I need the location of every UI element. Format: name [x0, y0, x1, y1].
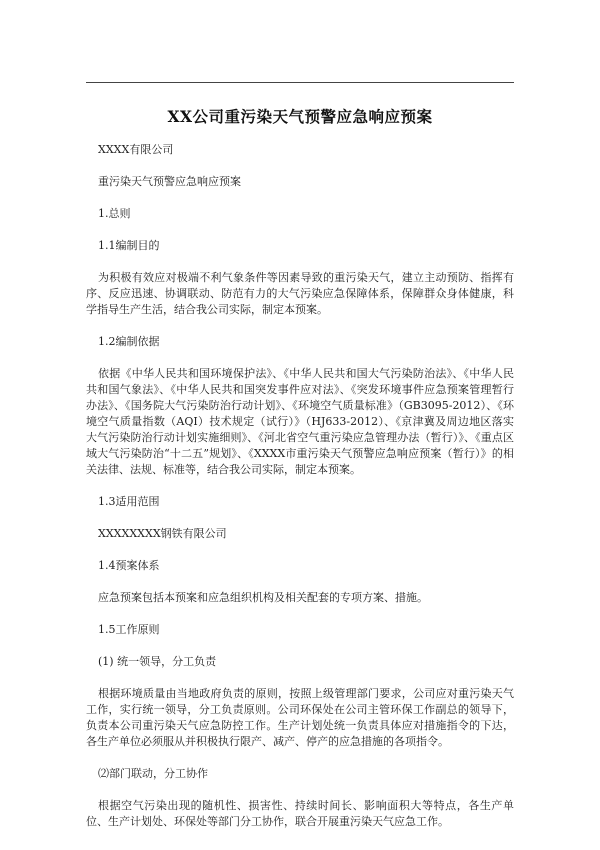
section-heading-purpose: 1.1编制目的 — [98, 239, 160, 252]
principle-1-heading: (1) 统一领导，分工负责 — [98, 655, 217, 668]
document-title: XX公司重污染天气预警应急响应预案 — [167, 107, 433, 126]
document-body — [86, 142, 514, 846]
paragraph-principle-2: 根据空气污染出现的随机性、损害性、持续时间长、影响面积大等特点，各生产单位、生产计划处、环保处等部门分工协作，联合开展重污染天气应急工作。 — [86, 799, 514, 828]
paragraph-basis: 依据《中华人民共和国环境保护法》、《中华人民共和国大气污染防治法》、《中华人民共和国气象法》、《中华人民共和国突发事件应对法》、《突发环境事件应急预案管理暂行办法》、《国务院大气污染防治行动计划》、《环境空气质量标准》（GB3095-2012）、《环境空气质量指数（AQI）技术规定（试行）》（HJ633-2012）、《京津冀及周边地区落实大气污染防治行动计划实施细则》、《河北省空气重污染应急管理办法（暂行）》、《重点区域大气污染防治“十二五”规划》、《XXXX市重污染天气预警应急响应预案（暂行）》的相关法律、法规、标准等，结合我公司实际，制定本预案。 — [86, 367, 514, 476]
paragraph-purpose: 为积极有效应对极端不利气象条件等因素导致的重污染天气，建立主动预防、指挥有序、反应迅速、协调联动、防范有力的大气污染应急保障体系，保障群众身体健康，科学指导生产生活，结合我公司实际，制定本预案。 — [86, 271, 514, 316]
section-heading-scope: 1.3适用范围 — [98, 495, 160, 508]
header-rule — [86, 82, 514, 83]
section-heading-system: 1.4预案体系 — [98, 559, 160, 572]
section-heading-general: 1.总则 — [98, 207, 131, 220]
section-heading-basis: 1.2编制依据 — [98, 335, 160, 348]
paragraph-principle-1: 根据环境质量由当地政府负责的原则，按照上级管理部门要求，公司应对重污染天气工作，实行统一领导，分工负责原则。公司环保处在公司主管环保工作副总的领导下，负责本公司重污染天气应急防控工作。生产计划处统一负责具体应对措施指令的下达，各生产单位必须服从并积极执行限产、减产、停产的应急措施的各项指令。 — [86, 687, 514, 748]
section-heading-principles: 1.5工作原则 — [98, 623, 160, 636]
paragraph-system: 应急预案包括本预案和应急组织机构及相关配套的专项方案、措施。 — [98, 591, 428, 604]
company-name: XXXX有限公司 — [98, 143, 174, 156]
document-subtitle: 重污染天气预警应急响应预案 — [98, 175, 241, 188]
scope-company: XXXXXXXX钢铁有限公司 — [98, 527, 227, 540]
principle-2-heading: ⑵部门联动，分工协作 — [98, 767, 208, 780]
